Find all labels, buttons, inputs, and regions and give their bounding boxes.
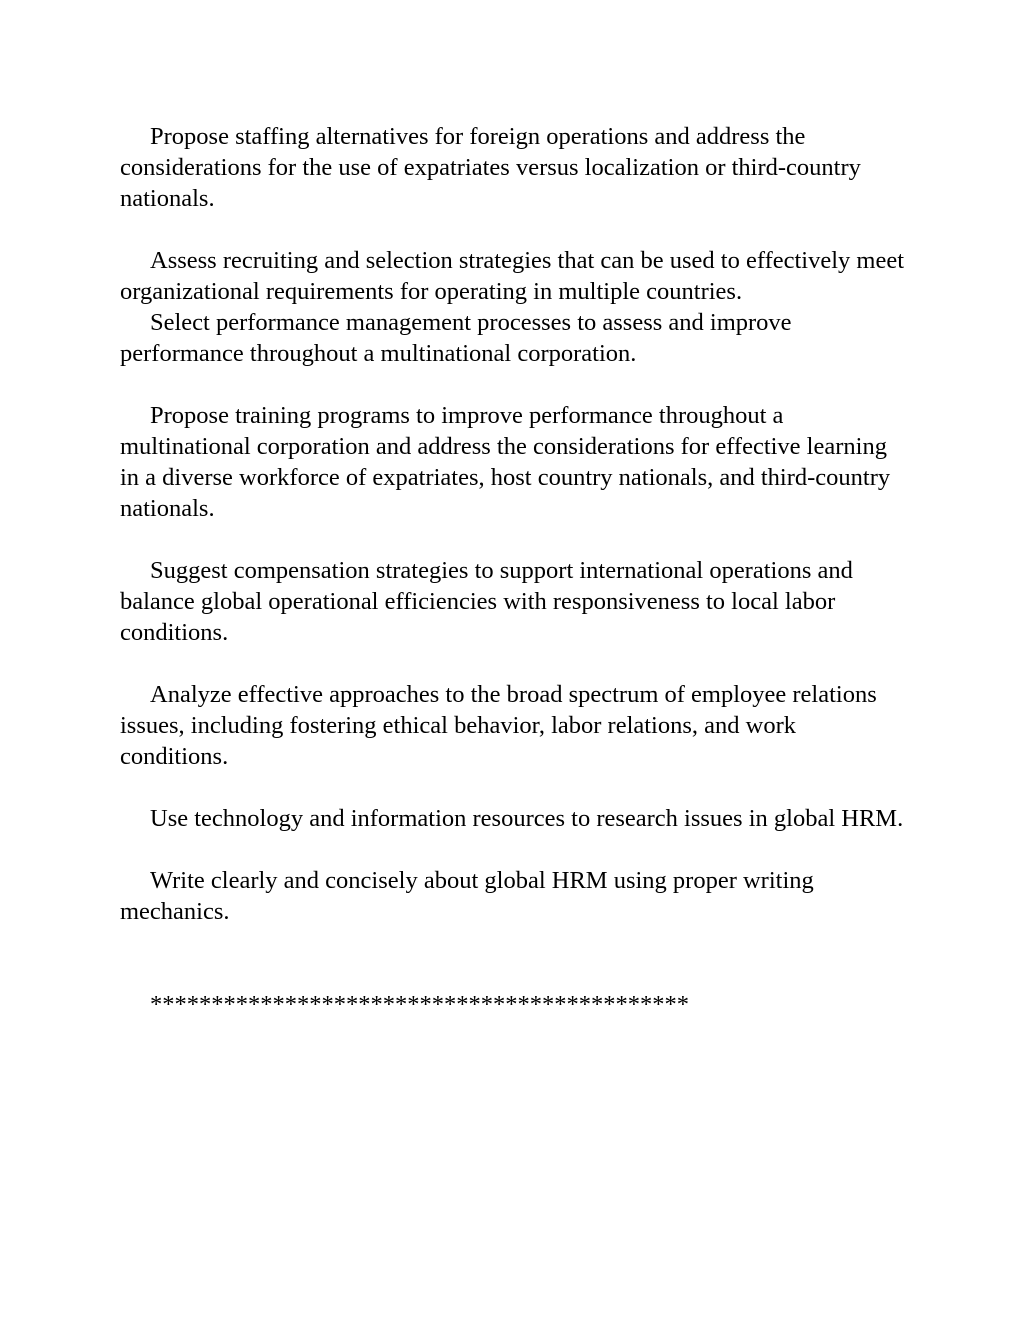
- objective-technology-research: Use technology and information resources to research issues in global HRM.: [150, 805, 904, 832]
- objective-staffing: Propose staffing alternatives for foreign operations and address the considerations for the use of expatriates versus localization or third-country nationals.: [120, 123, 861, 212]
- document-body: [120, 121, 910, 1020]
- paragraph-spacer: [120, 834, 910, 865]
- paragraph-spacer: [120, 927, 910, 989]
- objective-employee-relations: Analyze effective approaches to the broad spectrum of employee relations issues, including fostering ethical behavior, labor relations, and work conditions.: [120, 681, 877, 770]
- asterisk-separator: ********************************************: [150, 991, 689, 1018]
- paragraph-spacer: [120, 214, 910, 245]
- objective-recruiting: Assess recruiting and selection strategies that can be used to effectively meet organizational requirements for operating in multiple countries.: [120, 247, 905, 305]
- paragraph-spacer: [120, 369, 910, 400]
- objective-writing: Write clearly and concisely about global HRM using proper writing mechanics.: [120, 867, 814, 925]
- paragraph-spacer: [120, 648, 910, 679]
- objective-training: Propose training programs to improve performance throughout a multinational corporation and address the considerations for effective learning in a diverse workforce of expatriates, host country nationals, and third-country nationals.: [120, 402, 891, 522]
- paragraph-spacer: [120, 524, 910, 555]
- objective-performance-management: Select performance management processes to assess and improve performance throughout a multinational corporation.: [120, 309, 792, 367]
- paragraph-spacer: [120, 772, 910, 803]
- objective-compensation: Suggest compensation strategies to support international operations and balance global operational efficiencies with responsiveness to local labor conditions.: [120, 557, 853, 646]
